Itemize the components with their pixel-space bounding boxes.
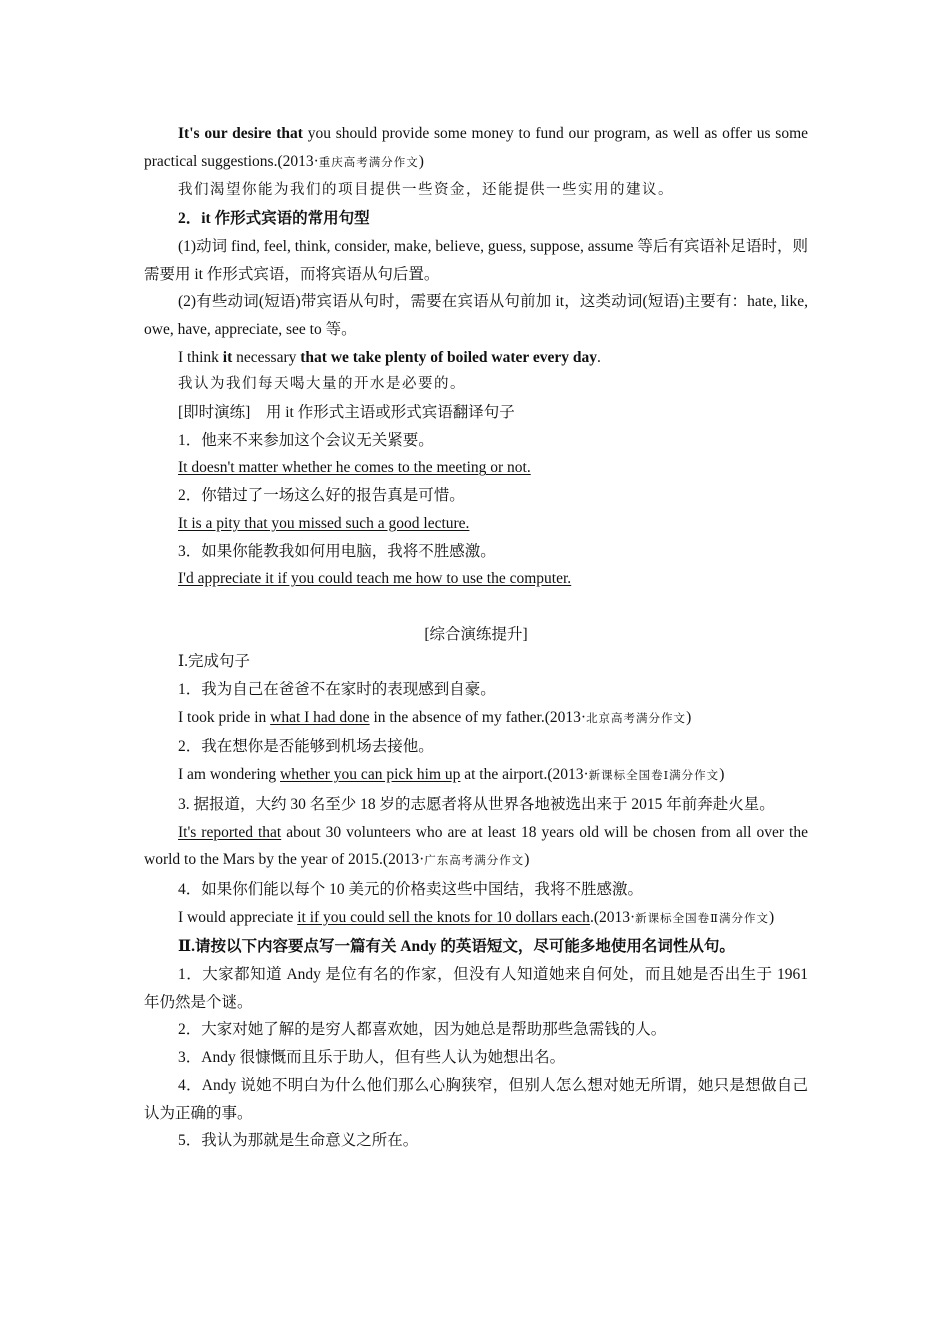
rule-1: (1)动词 find, feel, think, consider, make, believe, guess, suppose, assume 等后有宾语补足语时，则需要用 it 作形式宾语，而将宾语从句后置。 xyxy=(144,237,808,283)
practice-answer: I'd appreciate it if you could teach me how to use the computer. xyxy=(178,570,572,588)
exercise-answer: I would appreciate it if you could sell the knots for 10 dollars each.(2013·新课标全国卷Ⅱ满分作文) xyxy=(178,908,775,926)
writing-point: 2．大家对她了解的是穷人都喜欢她，因为她总是帮助那些急需钱的人。 xyxy=(178,1021,667,1039)
exercise-answer: I took pride in what I had done in the absence of my father.(2013·北京高考满分作文) xyxy=(178,708,692,726)
exercise-question: 3. 据报道，大约 30 名至少 18 岁的志愿者将从世界各地被选出来于 2015 年前奔赴火星。 xyxy=(178,795,775,813)
part2-title: Ⅱ.请按以下内容要点写一篇有关 Andy 的英语短文，尽可能多地使用名词性从句。 xyxy=(178,938,735,956)
document-body xyxy=(144,120,808,1155)
writing-point: 4．Andy 说她不明白为什么他们那么心胸狭窄，但别人怎么想对她无所谓，她只是想做自己认为正确的事。 xyxy=(144,1076,808,1122)
writing-point: 3．Andy 很慷慨而且乐于助人，但有些人认为她想出名。 xyxy=(178,1049,566,1067)
example-translation-1: 我们渴望你能为我们的项目提供一些资金，还能提供一些实用的建议。 xyxy=(178,182,674,199)
exercise-answer: It's reported that about 30 volunteers who are at least 18 years old will be chosen from all over the world to the Mars by the year of 2015.(2013·广东高考满分作文) xyxy=(144,823,808,869)
practice-answer: It is a pity that you missed such a good lecture. xyxy=(178,514,470,532)
practice-heading: [即时演练] 用 it 作形式主语或形式宾语翻译句子 xyxy=(178,404,515,422)
source-note: 重庆高考满分作文 xyxy=(318,156,419,169)
practice-question: 2．你错过了一场这么好的报告真是可惜。 xyxy=(178,487,465,505)
part1-title: Ⅰ.完成句子 xyxy=(178,653,250,671)
source-note: 新课标全国卷Ⅱ满分作文 xyxy=(635,912,769,925)
section-heading-2: 2．it 作形式宾语的常用句型 xyxy=(178,210,370,228)
example-sentence-2: I think it necessary that we take plenty of boiled water every day. xyxy=(178,348,601,366)
writing-point: 5．我认为那就是生命意义之所在。 xyxy=(178,1132,419,1150)
exercise-answer: I am wondering whether you can pick him up at the airport.(2013·新课标全国卷Ⅰ满分作文) xyxy=(178,766,725,784)
example-translation-2: 我认为我们每天喝大量的开水是必要的。 xyxy=(178,376,466,393)
practice-question: 3．如果你能教我如何用电脑，我将不胜感激。 xyxy=(178,542,496,560)
example-sentence-1: It's our desire that you should provide some money to fund our program, as well as offer us some practical suggestions.(2013·重庆高考满分作文) xyxy=(144,125,809,170)
source-note: 北京高考满分作文 xyxy=(586,712,687,725)
exercise-question: 4．如果你们能以每个 10 美元的价格卖这些中国结，我将不胜感激。 xyxy=(178,880,644,898)
section-title: [综合演练提升] xyxy=(424,625,528,643)
writing-point: 1．大家都知道 Andy 是位有名的作家，但没有人知道她来自何处，而且她是否出生于 1961 年仍然是个谜。 xyxy=(144,966,808,1011)
source-note: 新课标全国卷Ⅰ满分作文 xyxy=(588,770,720,783)
source-note: 广东高考满分作文 xyxy=(424,855,525,868)
bold-phrase: It's our desire that xyxy=(178,125,303,142)
practice-answer: It doesn't matter whether he comes to the meeting or not. xyxy=(178,459,531,477)
rule-2: (2)有些动词(短语)带宾语从句时，需要在宾语从句前加 it，这类动词(短语)主要有：hate, like, owe, have, appreciate, see to 等。 xyxy=(144,293,808,338)
exercise-question: 1．我为自己在爸爸不在家时的表现感到自豪。 xyxy=(178,681,496,699)
practice-label: [即时演练] xyxy=(178,404,251,422)
exercise-question: 2．我在想你是否能够到机场去接他。 xyxy=(178,738,434,756)
practice-question: 1．他来不来参加这个会议无关紧要。 xyxy=(178,431,434,449)
